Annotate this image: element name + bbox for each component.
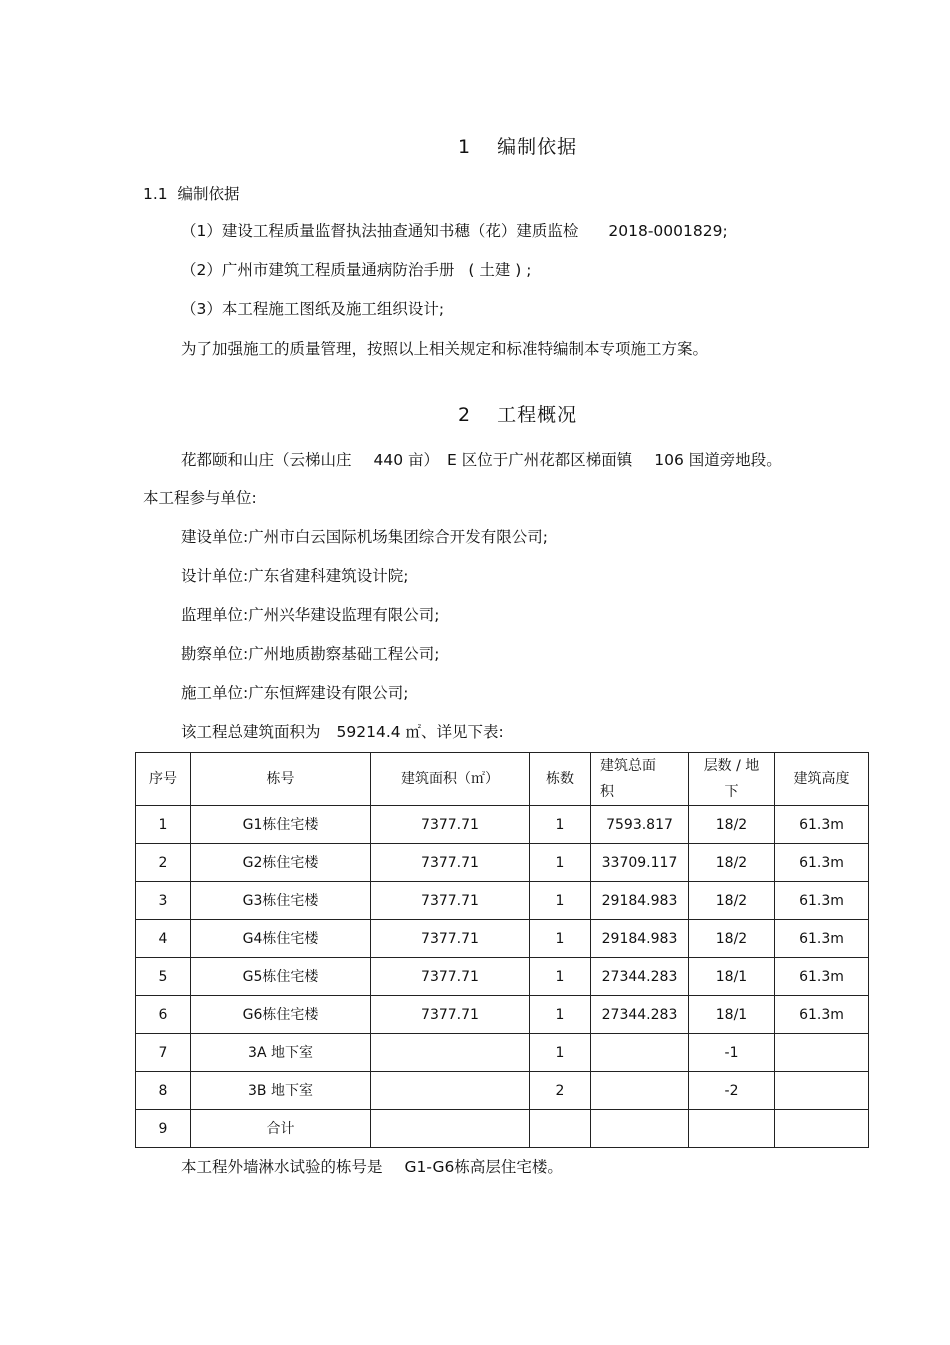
basis-item-index: （1） xyxy=(181,222,222,240)
unit-name: 广州兴华建设监理有限公司; xyxy=(248,606,440,624)
table-cell: 1 xyxy=(136,806,191,844)
unit-name: 广州地质勘察基础工程公司; xyxy=(248,645,440,663)
table-cell: 3B 地下室 xyxy=(191,1072,371,1110)
section-1-number: 1 xyxy=(458,136,472,158)
unit-label: 勘察单位: xyxy=(181,645,249,663)
table-cell xyxy=(775,1072,869,1110)
unit-label: 施工单位: xyxy=(181,684,249,702)
table-cell: 18/2 xyxy=(689,882,775,920)
table-cell: 61.3m xyxy=(775,958,869,996)
table-cell: 18/1 xyxy=(689,996,775,1034)
table-cell: 33709.117 xyxy=(591,844,689,882)
table-cell: 1 xyxy=(530,806,591,844)
table-cell: 18/2 xyxy=(689,920,775,958)
table-cell: 61.3m xyxy=(775,844,869,882)
table-cell xyxy=(371,1034,530,1072)
area-value: 59214.4 ㎡、详见下表: xyxy=(336,723,504,741)
unit-survey xyxy=(181,644,439,664)
table-cell: 1 xyxy=(530,958,591,996)
section-1-title: 编制依据 xyxy=(497,136,578,158)
table-cell: 1 xyxy=(530,882,591,920)
table-cell: G5栋住宅楼 xyxy=(191,958,371,996)
table-cell: G3栋住宅楼 xyxy=(191,882,371,920)
table-header-row xyxy=(136,753,869,806)
table-row xyxy=(136,882,869,920)
unit-name: 广东省建科建筑设计院; xyxy=(248,567,409,585)
table-cell: G4栋住宅楼 xyxy=(191,920,371,958)
basis-item-text: 本工程施工图纸及施工组织设计; xyxy=(221,300,445,318)
table-cell: 61.3m xyxy=(775,996,869,1034)
location-acres: 440 亩） xyxy=(373,451,440,469)
table-cell xyxy=(591,1034,689,1072)
basis-item-text: 广州市建筑工程质量通病防治手册 xyxy=(221,261,455,279)
table-cell: 7377.71 xyxy=(371,882,530,920)
section-1-heading xyxy=(458,132,577,159)
table-cell xyxy=(775,1110,869,1148)
table-cell: 4 xyxy=(136,920,191,958)
table-row xyxy=(136,806,869,844)
table-cell: 5 xyxy=(136,958,191,996)
unit-name: 广东恒辉建设有限公司; xyxy=(248,684,409,702)
unit-label: 监理单位: xyxy=(181,606,249,624)
table-row xyxy=(136,1110,869,1148)
table-cell: 61.3m xyxy=(775,882,869,920)
unit-design xyxy=(181,566,408,586)
basis-closing: 为了加强施工的质量管理，按照以上相关规定和标准特编制本专项施工方案。 xyxy=(181,340,709,358)
table-row xyxy=(136,996,869,1034)
table-cell xyxy=(591,1072,689,1110)
unit-supervision xyxy=(181,605,439,625)
table-cell xyxy=(689,1110,775,1148)
footer-line xyxy=(181,1157,563,1177)
table-cell: 7377.71 xyxy=(371,806,530,844)
table-cell: 61.3m xyxy=(775,806,869,844)
table-cell xyxy=(371,1110,530,1148)
table-cell: 7377.71 xyxy=(371,996,530,1034)
table-cell: -2 xyxy=(689,1072,775,1110)
unit-label: 建设单位: xyxy=(181,528,249,546)
table-cell: 6 xyxy=(136,996,191,1034)
basis-item-2 xyxy=(181,260,532,280)
unit-name: 广州市白云国际机场集团综合开发有限公司; xyxy=(248,528,548,546)
area-prefix: 该工程总建筑面积为 xyxy=(181,723,321,741)
basis-item-text: 建设工程质量监督执法抽查通知书穗（花）建质监检 xyxy=(221,222,579,240)
footer-prefix: 本工程外墙淋水试验的栋号是 xyxy=(181,1158,383,1176)
table-cell: G1栋住宅楼 xyxy=(191,806,371,844)
basis-item-index: （2） xyxy=(181,261,222,279)
basis-item-index: （3） xyxy=(181,300,222,318)
location-text-2: E 区位于广州花都区梯面镇 xyxy=(447,451,633,469)
table-row xyxy=(136,844,869,882)
table-cell: 2 xyxy=(530,1072,591,1110)
table-cell xyxy=(775,1034,869,1072)
section-2-heading xyxy=(458,400,577,427)
table-cell xyxy=(591,1110,689,1148)
table-cell: 2 xyxy=(136,844,191,882)
subsection-1-1-heading xyxy=(143,184,240,204)
table-cell: 7593.817 xyxy=(591,806,689,844)
basis-item-1 xyxy=(181,221,728,241)
table-cell xyxy=(371,1072,530,1110)
header-cell: 栋号 xyxy=(191,753,371,806)
table-cell: 7 xyxy=(136,1034,191,1072)
table-cell: 3 xyxy=(136,882,191,920)
table-cell: -1 xyxy=(689,1034,775,1072)
table-cell: 27344.283 xyxy=(591,996,689,1034)
table-row xyxy=(136,1072,869,1110)
table-cell: 18/2 xyxy=(689,806,775,844)
table-cell: 7377.71 xyxy=(371,920,530,958)
table-cell: 7377.71 xyxy=(371,958,530,996)
header-cell: 栋数 xyxy=(530,753,591,806)
header-cell: 序号 xyxy=(136,753,191,806)
basis-item-3 xyxy=(181,299,444,319)
unit-contractor xyxy=(181,683,408,703)
table-cell: G6栋住宅楼 xyxy=(191,996,371,1034)
unit-label: 设计单位: xyxy=(181,567,249,585)
basis-item-code: 2018-0001829; xyxy=(608,222,728,240)
table-cell xyxy=(530,1110,591,1148)
table-row xyxy=(136,1034,869,1072)
subsection-number: 1.1 xyxy=(143,185,168,203)
header-cell: 建筑总面积 xyxy=(591,753,689,806)
table-cell: 合计 xyxy=(191,1110,371,1148)
footer-value: G1-G6栋高层住宅楼。 xyxy=(404,1158,563,1176)
participants-label: 本工程参与单位: xyxy=(143,489,257,507)
table-cell: 9 xyxy=(136,1110,191,1148)
table-row xyxy=(136,920,869,958)
table-cell: 1 xyxy=(530,996,591,1034)
table-cell: 3A 地下室 xyxy=(191,1034,371,1072)
unit-construction xyxy=(181,527,548,547)
section-2-number: 2 xyxy=(458,404,472,426)
total-area-line xyxy=(181,722,504,742)
table-row xyxy=(136,958,869,996)
table-cell: 27344.283 xyxy=(591,958,689,996)
header-cell: 层数 / 地下 xyxy=(689,753,775,806)
table-cell: 61.3m xyxy=(775,920,869,958)
building-table xyxy=(135,752,869,1148)
table-cell: 29184.983 xyxy=(591,882,689,920)
location-road: 106 国道旁地段。 xyxy=(654,451,782,469)
header-cell: 建筑高度 xyxy=(775,753,869,806)
basis-item-code: ( 土建 ) ; xyxy=(468,261,532,279)
location-text-1: 花都颐和山庄（云梯山庄 xyxy=(181,451,352,469)
table-cell: 8 xyxy=(136,1072,191,1110)
table-cell: 7377.71 xyxy=(371,844,530,882)
table-cell: 1 xyxy=(530,920,591,958)
location-paragraph xyxy=(181,450,782,470)
subsection-title: 编制依据 xyxy=(177,185,240,203)
header-cell: 建筑面积（㎡） xyxy=(371,753,530,806)
table-cell: 1 xyxy=(530,1034,591,1072)
table-cell: 18/1 xyxy=(689,958,775,996)
table-cell: 18/2 xyxy=(689,844,775,882)
section-2-title: 工程概况 xyxy=(497,404,578,426)
table-cell: G2栋住宅楼 xyxy=(191,844,371,882)
table-cell: 29184.983 xyxy=(591,920,689,958)
table-cell: 1 xyxy=(530,844,591,882)
